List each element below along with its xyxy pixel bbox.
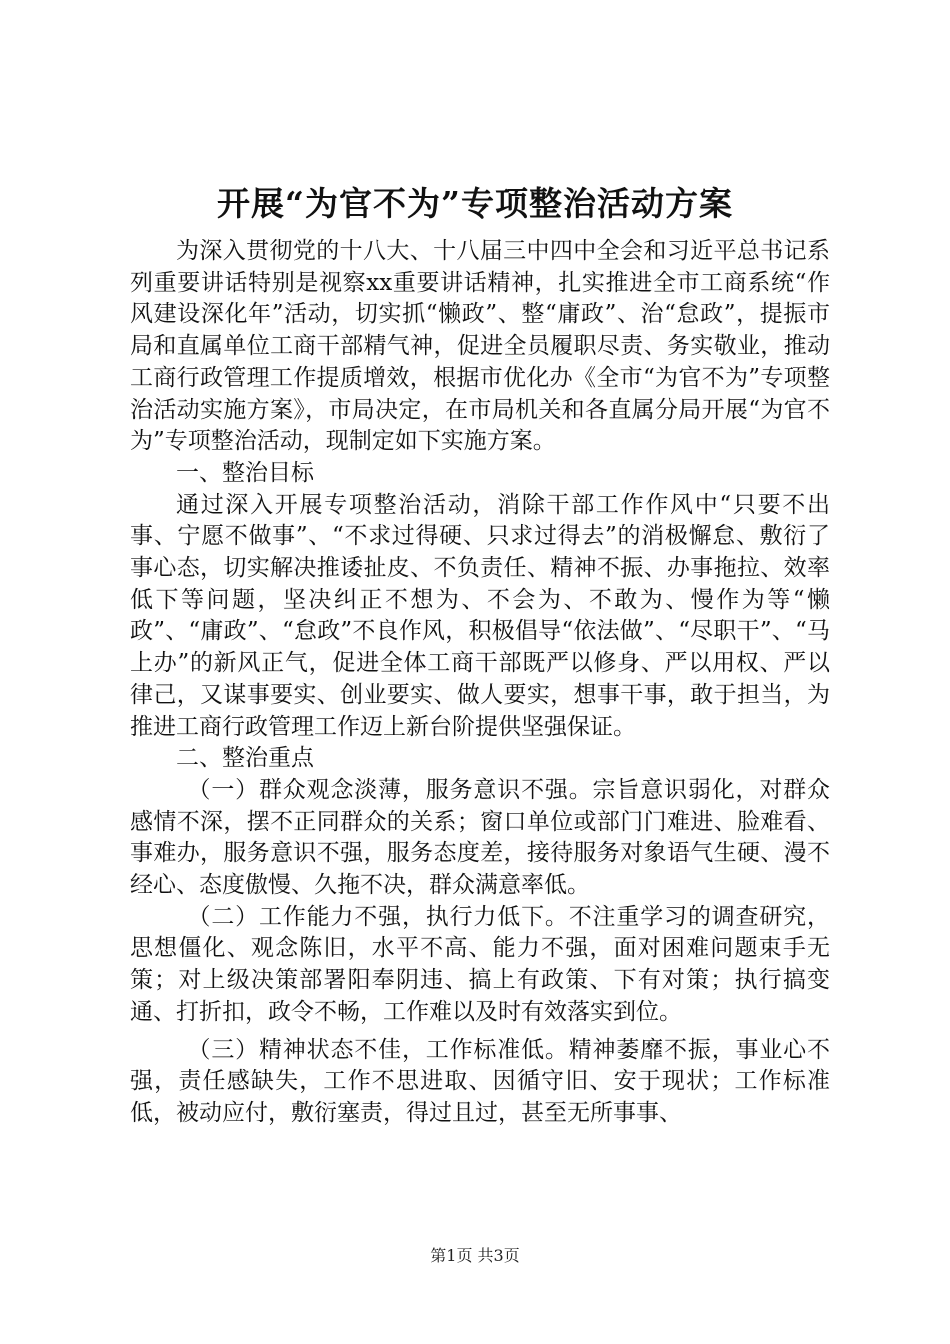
page-footer: 第1页 共3页 [430,1246,520,1265]
focus-item-1: （一）群众观念淡薄，服务意识不强。宗旨意识弱化，对群众感情不深，摆不正同群众的关系；窗口单位或部门门难进、脸难看、事难办，服务意识不强，服务态度差，接待服务对象语气生硬、漫不经心、态度傲慢、久拖不决，群众满意率低。 [130,776,830,899]
focus-item-2: （二）工作能力不强，执行力低下。不注重学习的调查研究，思想僵化、观念陈旧，水平不高、能力不强，面对困难问题束手无策；对上级决策部署阳奉阴违、搞上有政策、下有对策；执行搞变通、打折扣，政令不畅，工作难以及时有效落实到位。 [130,903,830,1025]
document-body [130,236,830,1130]
goals-paragraph: 通过深入开展专项整治活动，消除干部工作作风中“只要不出事、宁愿不做事”、“不求过得硬、只求过得去”的消极懈怠、敷衍了事心态，切实解决推诿扯皮、不负责任、精神不振、办事拖拉、效率低下等问题，坚决纠正不想为、不会为、不敢为、慢作为等“懒政”、“庸政”、“怠政”不良作风，积极倡导“依法做”、“尽职干”、“马上办”的新风正气，促进全体工商干部既严以修身、严以用权、严以律己，又谋事要实、创业要实、做人要实，想事干事，敢于担当，为推进工商行政管理工作迈上新台阶提供坚强保证。 [130,491,830,740]
section-heading-focus: 二、整治重点 [176,745,314,772]
intro-paragraph: 为深入贯彻党的十八大、十八届三中四中全会和习近平总书记系列重要讲话特别是视察xx重要讲话精神，扎实推进全市工商系统“作风建设深化年”活动，切实抓“懒政”、整“庸政”、治“怠政”，提振市局和直属单位工商干部精气神，促进全员履职尽责、务实敬业，推动工商行政管理工作提质增效，根据市优化办《全市“为官不为”专项整治活动实施方案》，市局决定，在市局机关和各直属分局开展“为官不为”专项整治活动，现制定如下实施方案。 [130,238,830,455]
document-title: 开展“为官不为”专项整治活动方案 [217,184,733,223]
section-heading-goals: 一、整治目标 [176,459,314,486]
focus-item-3: （三）精神状态不佳，工作标准低。精神萎靡不振，事业心不强，责任感缺失，工作不思进取、因循守旧、安于现状；工作标准低，被动应付，敷衍塞责，得过且过，甚至无所事事、 [130,1036,830,1126]
